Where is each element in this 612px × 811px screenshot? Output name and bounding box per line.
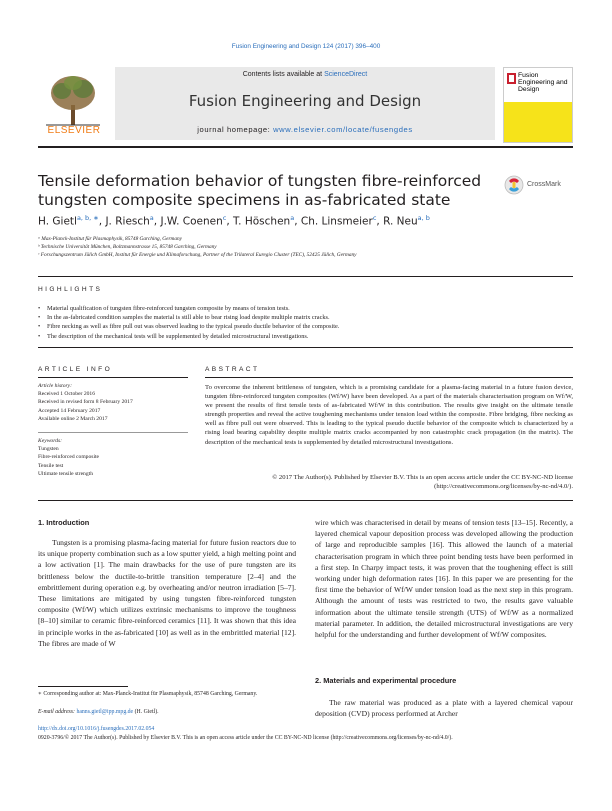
journal-homepage: [115, 125, 495, 134]
highlight-item: • The description of the mechanical tests will be supplemented by detailed microstructural investigations.: [38, 332, 339, 341]
affiliation-b: ᵇ Technische Universität München, Boltzmannstrasse 15, 85748 Garching, Germany: [38, 244, 217, 250]
highlights-heading: HIGHLIGHTS: [38, 286, 103, 293]
history-label: Article history:: [38, 383, 73, 389]
sciencedirect-link[interactable]: ScienceDirect: [324, 71, 368, 78]
publisher-name: ELSEVIER: [47, 125, 101, 136]
author-affiliation-marker[interactable]: a: [290, 214, 295, 222]
homepage-prefix: journal homepage:: [197, 125, 274, 134]
highlights-top-rule: [38, 276, 573, 277]
abstract-copyright: © 2017 The Author(s). Published by Elsevier B.V. This is an open access article under the CC BY-NC-ND license (http://creativecommons.org/licenses/by-nc-nd/4.0/).: [272, 474, 573, 491]
history-online: Available online 2 March 2017: [38, 415, 108, 422]
email-link[interactable]: hanns.gietl@ipp.mpg.de: [76, 709, 134, 715]
homepage-link[interactable]: www.elsevier.com/locate/fusengdes: [273, 125, 413, 134]
history-received: Received 1 October 2016: [38, 391, 96, 398]
header-rule: [38, 146, 573, 148]
contents-line: [115, 71, 495, 78]
affiliation-c: ᶜ Forschungszentrum Jülich GmbH, Institut für Energie und Klimaforschung, Partner of the Trilateral Euregio Cluster (TEC), 52425 Jülich, Germany: [38, 252, 357, 258]
article-info-rule: [38, 377, 188, 378]
materials-heading: 2. Materials and experimental procedure: [315, 676, 457, 685]
affiliation-a: ᵃ Max-Planck-Institut für Plasmaphysik, 85748 Garching, Germany: [38, 236, 183, 242]
author-name[interactable]: H. Gietl: [38, 215, 77, 228]
highlight-item: • Fibre necking as well as fibre pull out was observed leading to the typical pseudo ductile behavior of the composite.: [38, 322, 339, 331]
author-name[interactable]: R. Neu: [383, 215, 418, 228]
doi-link[interactable]: http://dx.doi.org/10.1016/j.fusengdes.2017.02.054: [38, 726, 155, 732]
highlight-item: • Material qualification of tungsten fibre-reinforced tungsten composite by means of tension tests.: [38, 304, 339, 313]
paper-title: Tensile deformation behavior of tungsten fibre-reinforced tungsten composite specimens in as-fabricated state: [38, 172, 482, 209]
abstract-heading: ABSTRACT: [205, 366, 260, 373]
author-affiliation-marker[interactable]: a, b: [417, 214, 430, 222]
author-affiliation-marker[interactable]: c: [372, 214, 377, 222]
highlights-bottom-rule: [38, 347, 573, 348]
author-separator: ,: [294, 215, 301, 228]
author-affiliation-marker[interactable]: a, b, ∗: [76, 214, 99, 222]
keyword: Ultimate tensile strength: [38, 470, 93, 477]
article-info-heading: ARTICLE INFO: [38, 366, 113, 373]
abstract-text: To overcome the inherent brittleness of tungsten, which is a promising candidate for a plasma-facing material in a future fusion device, tungsten fibre-reinforced tungsten composites (Wf/W) have been developed. As a part of the materials characterisation program on Wf/W, we present the results of first tensile tests of as-fabricated Wf/W in this contribution. The results give insight on the ultimate tensile strength properties and reveal the active toughening mechanisms under tension load within the composite. Fibre bridging, fibre necking as well as fibre pull out were observed. This is leading to the typical pseudo ductile behavior of the composite which is characterized by a rising load bearing capability despite multiple matrix cracks accompanied by non catastrophic crack propagation (in the matrix). The description of the mechanical tests is supplemented by detailed microstructural investigations.: [205, 384, 573, 446]
article-history: [38, 382, 188, 423]
intro-text-left: Tungsten is a promising plasma-facing material for future fusion reactors due to its unique property combination such as a low sputter yield, a high melting point and a low activation [1]. The main drawbacks for the use of pure tungsten are its brittleness below the ductile-to-brittle transition temperature [2–4] and the embrittlement during operation e.g. by overheating and/or neutron irradiation [5–7]. These limitations are mitigated by using tungsten fibre-reinforced tungsten composite (Wf/W) which utilizes extrinsic mechanisms to improve the toughness [8–10] similar to ceramic fibre-reinforced ceramics [11]. It was shown that this idea in principle works in the as-fabricated [10] as well as in the embrittled material [12]. The fibres are made of W: [38, 538, 296, 648]
history-revised: Received in revised form 8 February 2017: [38, 399, 133, 406]
history-accepted: Accepted 14 February 2017: [38, 407, 101, 414]
author-affiliation-marker[interactable]: c: [222, 214, 227, 222]
crossmark-label[interactable]: CrossMark: [527, 181, 561, 188]
elsevier-tree-logo: [38, 67, 108, 131]
abstract-bottom-rule: [38, 500, 573, 501]
author-separator: ,: [376, 215, 384, 228]
author-affiliation-marker[interactable]: a: [149, 214, 154, 222]
email-note: [38, 708, 298, 716]
email-suffix: (H. Gietl).: [133, 709, 159, 715]
author-name[interactable]: J. Riesch: [105, 215, 150, 228]
contents-prefix: Contents lists available at: [242, 71, 325, 78]
corresponding-author-note: ∗ Corresponding author at: Max-Planck-Institut für Plasmaphysik, 85748 Garching, Germany.: [38, 691, 258, 697]
highlight-item: • In the as-fabricated condition samples the material is still able to bear rising load despite multiple matrix cracks.: [38, 313, 339, 322]
author-separator: ,: [153, 215, 161, 228]
abstract-rule: [205, 377, 573, 378]
cover-logo-icon: [507, 73, 516, 84]
keyword: Tensile test: [38, 462, 64, 469]
keywords-rule: [38, 432, 188, 433]
keywords: [38, 437, 188, 478]
intro-text-right: wire which was characterised in detail by means of tension tests [13–15]. Recently, a layered chemical vapour deposition process was developed allowing the production of large and reproducible samples [16]. This allowed the launch of a material characterisation program in which three point bending tests have been performed in a first step. In Charpy impact tests, it was proven that the toughening effect is still working under high deformation rates [16]. In this paper we are presenting for the first time the behavior of Wf/W under tension load as the next step in this program. Although the amount of tests was restricted to two, the results gave valuable information about the ultimate tensile strength (UTS) of Wf/W as a normalized material parameter. In addition, the detailed microstructural investigations are very helpful for the understanding and further development of Wf/W composites.: [315, 518, 573, 640]
footnote-rule: [38, 686, 128, 687]
email-label: E-mail address:: [38, 709, 77, 715]
intro-heading: 1. Introduction: [38, 518, 90, 527]
highlights-list: [38, 304, 339, 341]
keywords-label: Keywords:: [38, 438, 63, 444]
cover-title: Fusion Engineering and Design: [518, 72, 568, 93]
author-name[interactable]: Ch. Linsmeier: [300, 215, 373, 228]
keyword: Tungsten: [38, 446, 59, 453]
journal-cover-thumbnail[interactable]: [503, 67, 573, 143]
materials-text: The raw material was produced as a plate with a layered chemical vapour deposition (CVD) process performed at Archer: [315, 698, 573, 719]
license-statement: 0920-3796/© 2017 The Author(s). Published by Elsevier B.V. This is an open access article under the CC BY-NC-ND license (http://creativecommons.org/licenses/by-nc-nd/4.0/).: [38, 735, 453, 741]
journal-title: Fusion Engineering and Design: [188, 92, 422, 110]
keyword: Fibre-reinforced composite: [38, 454, 100, 461]
journal-reference[interactable]: Fusion Engineering and Design 124 (2017) 396–400: [231, 43, 381, 50]
author-name[interactable]: T. Höschen: [233, 215, 291, 228]
author-name[interactable]: J.W. Coenen: [160, 215, 223, 228]
author-list: [38, 214, 430, 228]
author-separator: ,: [98, 215, 106, 228]
author-separator: ,: [226, 215, 234, 228]
